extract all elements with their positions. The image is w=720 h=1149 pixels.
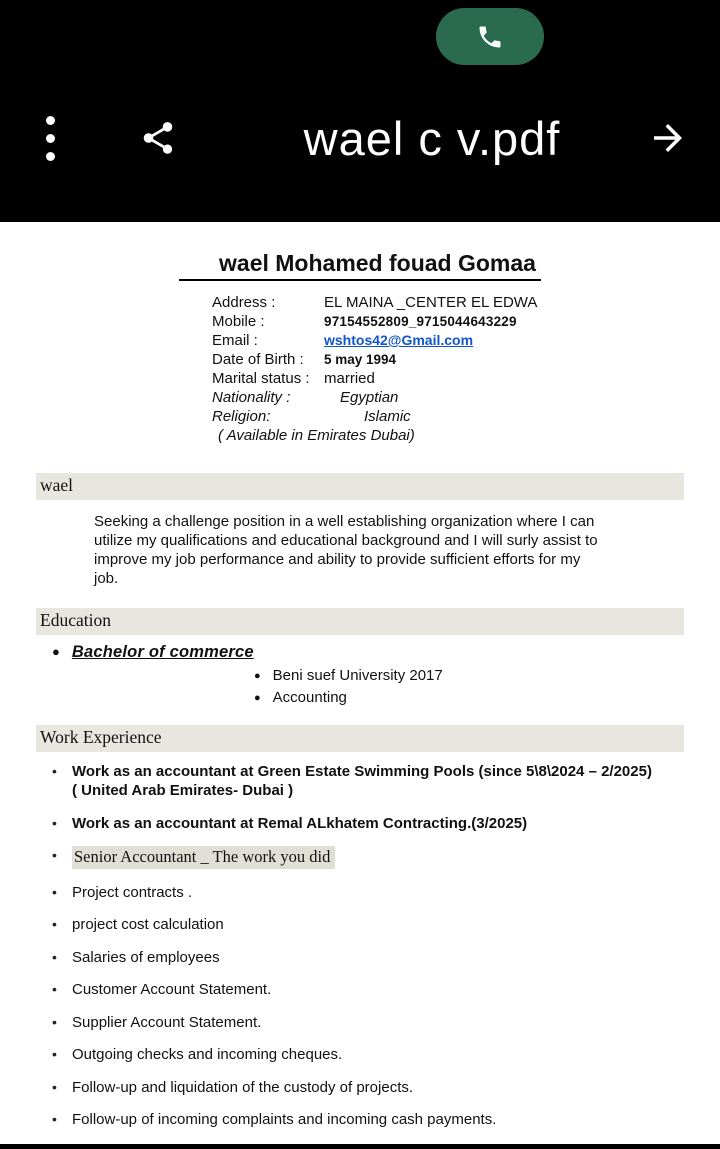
info-row-dob [212, 350, 684, 369]
work-item-text: Project contracts . [72, 883, 193, 901]
info-value: Islamic [364, 408, 411, 425]
bullet-icon: • [52, 1013, 57, 1030]
education-detail-item [254, 687, 684, 709]
info-label: Date of Birth : [212, 351, 304, 368]
education-details [254, 665, 684, 709]
section-header-education: Education [36, 608, 684, 635]
info-value: Egyptian [340, 389, 399, 406]
bullet-icon: ● [254, 692, 261, 704]
work-item [52, 1045, 684, 1064]
bullet-icon: • [52, 948, 57, 965]
info-row-nationality [212, 388, 684, 407]
work-item-text: Senior Accountant _ The work you did [72, 846, 335, 869]
document-title: wael c v.pdf [303, 111, 561, 165]
info-value: married [324, 370, 375, 387]
info-value: 97154552809_9715044643229 [324, 314, 517, 329]
work-item-text: Outgoing checks and incoming cheques. [72, 1046, 343, 1063]
degree-title: Bachelor of commerce [71, 643, 254, 661]
viewer-toolbar [0, 102, 720, 174]
work-item [52, 948, 684, 967]
info-row-mobile [212, 312, 684, 331]
work-item-text: Work as an accountant at Remal ALkhatem Contracting.(3/2025) [72, 814, 528, 832]
education-detail-text: Accounting [272, 689, 347, 706]
info-row-email [212, 331, 684, 350]
email-link[interactable]: wshtos42@Gmail.com [324, 332, 474, 348]
work-item-text: project cost calculation [72, 916, 224, 933]
viewer-header [0, 0, 720, 222]
education-detail-text: Beni suef University 2017 [272, 667, 443, 684]
work-item [52, 1078, 684, 1097]
work-item [52, 980, 684, 999]
work-item [52, 1013, 684, 1032]
bullet-icon: • [52, 847, 57, 863]
info-label: Marital status : [212, 370, 310, 387]
info-value: 5 may 1994 [324, 352, 397, 367]
education-degree-row [52, 641, 684, 663]
work-item-text: Customer Account Statement. [72, 981, 272, 998]
bullet-icon: • [52, 814, 57, 831]
info-label: Address : [212, 294, 276, 311]
bullet-icon: • [52, 1046, 57, 1062]
info-row-address [212, 293, 684, 312]
info-row-religion [212, 407, 684, 426]
info-label: Mobile : [212, 313, 265, 330]
personal-info [212, 293, 684, 445]
info-value: EL MAINA _CENTER EL EDWA [324, 294, 538, 311]
education-detail-item [254, 665, 684, 687]
work-item [52, 883, 684, 902]
work-experience-list [52, 762, 684, 1129]
work-item [52, 1110, 684, 1129]
bullet-icon: • [52, 981, 57, 997]
bullet-icon: • [52, 916, 57, 932]
info-label: Religion: [212, 408, 271, 425]
call-button[interactable] [436, 8, 544, 65]
work-item [52, 915, 684, 934]
bullet-icon: ● [254, 670, 261, 682]
share-button[interactable] [132, 106, 184, 170]
section-header-work: Work Experience [36, 725, 684, 752]
work-item-text: Follow-up of incoming complaints and incoming cash payments. [72, 1111, 497, 1128]
work-item [52, 814, 684, 833]
work-item-text: Salaries of employees [72, 948, 220, 966]
share-icon [139, 119, 177, 157]
work-item-text: Follow-up and liquidation of the custody of projects. [72, 1078, 414, 1096]
bullet-icon: • [52, 883, 57, 900]
availability-note: ( Available in Emirates Dubai) [218, 427, 415, 444]
bullet-icon: • [52, 1078, 57, 1095]
info-label: Email : [212, 332, 258, 349]
forward-button[interactable] [640, 106, 696, 170]
pdf-page[interactable] [0, 250, 720, 1129]
work-item-text: Work as an accountant at Green Estate Swimming Pools (since 5\8\2024 – 2/2025)( United Arab Emirates- Dubai ) [72, 763, 652, 799]
bullet-icon: • [52, 1111, 57, 1127]
work-item-highlighted [52, 846, 684, 869]
bullet-icon: • [52, 763, 57, 779]
bullet-icon: ● [52, 644, 60, 659]
section-header-objective: wael [36, 473, 684, 500]
kebab-menu-icon [46, 116, 55, 161]
phone-icon [476, 23, 504, 51]
work-item-text: Supplier Account Statement. [72, 1013, 262, 1031]
objective-text: Seeking a challenge position in a well establishing organization where I can utilize my qualifications and educational background and I will surly assist to improve my job performance and ability to provide sufficient efforts for my job. [94, 513, 598, 587]
bottom-gesture-bar [0, 1144, 720, 1149]
work-item [52, 762, 684, 800]
info-label: Nationality : [212, 389, 291, 406]
cv-name-heading: wael Mohamed fouad Gomaa [36, 250, 684, 281]
arrow-forward-icon [647, 117, 689, 159]
info-row-marital [212, 369, 684, 388]
overflow-menu-button[interactable] [26, 106, 74, 170]
